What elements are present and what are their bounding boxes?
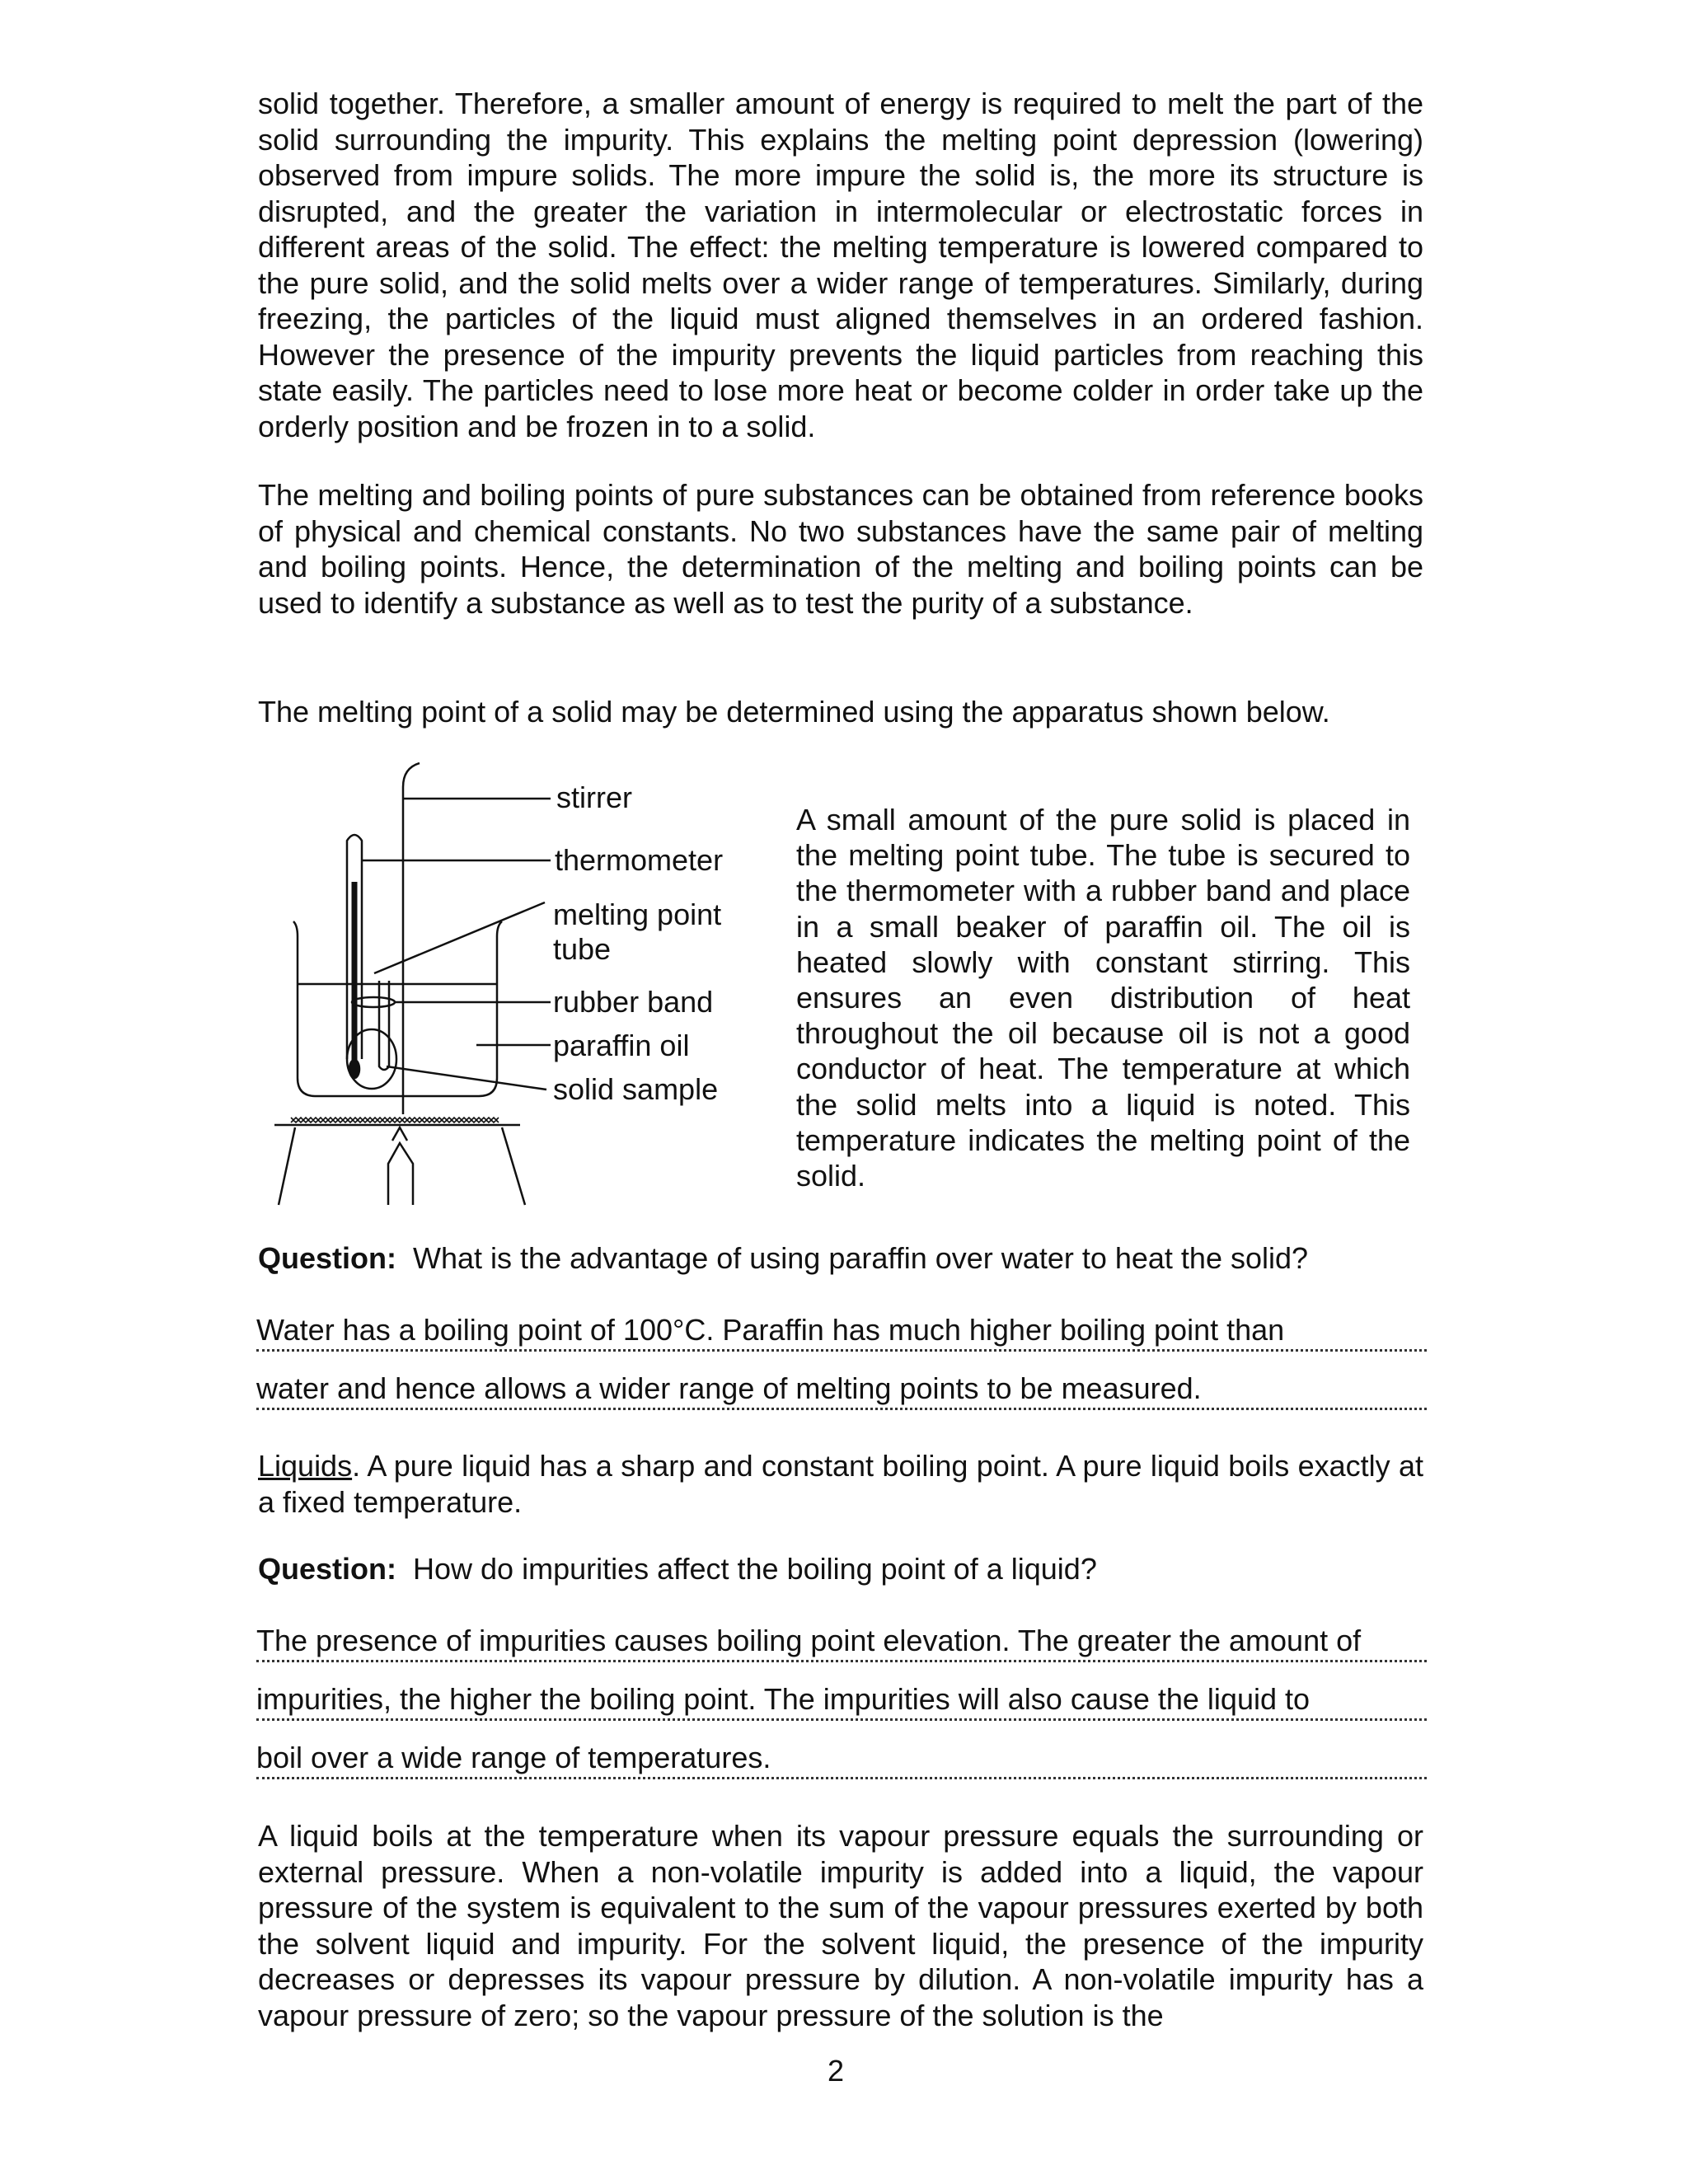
label-solid-sample: solid sample	[553, 1072, 719, 1106]
tripod-leg-right	[502, 1127, 525, 1205]
melting-point-tube-label-line	[374, 902, 545, 973]
burner	[388, 1143, 413, 1205]
answer-2-line-2: impurities, the higher the boiling point. The impurities will also cause the liquid to	[256, 1681, 1427, 1721]
label-thermometer: thermometer	[555, 843, 724, 877]
tripod-leg-left	[279, 1127, 295, 1205]
label-melting-point-tube-line1: melting point	[553, 898, 722, 931]
question-1-label: Question:	[258, 1241, 396, 1275]
paragraph-apparatus-intro: The melting point of a solid may be determined using the apparatus shown below.	[258, 695, 1330, 729]
beaker	[293, 921, 502, 1096]
apparatus-diagram	[258, 750, 769, 1212]
answer-2-line-1: The presence of impurities causes boiling point elevation. The greater the amount of	[256, 1623, 1427, 1662]
answer-1-line-2: water and hence allows a wider range of melting points to be measured.	[256, 1371, 1427, 1410]
label-rubber-band: rubber band	[553, 985, 714, 1019]
question-1	[258, 1240, 1308, 1276]
answer-2-line-3: boil over a wide range of temperatures.	[256, 1740, 1427, 1779]
question-2	[258, 1551, 1097, 1586]
melting-point-tube	[379, 981, 389, 1070]
solid-sample-label-line	[387, 1066, 546, 1090]
label-stirrer: stirrer	[556, 780, 632, 814]
paragraph-reference-books: The melting and boiling points of pure substances can be obtained from reference books of physical and chemical constants. No two substances have the same pair of melting and boiling points. Hence, the determination of the melting and boiling points can be used to identify a substance as well as to test the purity of a substance.	[258, 478, 1423, 620]
label-paraffin-oil: paraffin oil	[553, 1029, 690, 1062]
stirrer-rod	[403, 763, 420, 1114]
liquids-heading: Liquids	[258, 1449, 353, 1483]
paragraph-melting-point-depression: solid together. Therefore, a smaller amount of energy is required to melt the part of the solid surrounding the impurity. This explains the melting point depression (lowering) observed from impure solids. The more impure the solid is, the more its structure is disrupted, and the greater the variation in intermolecular or electrostatic forces in different areas of the solid. The effect: the melting temperature is lowered compared to the pure solid, and the solid melts over a wider range of temperatures. Similarly, during freezing, the particles of the liquid must aligned themselves in an ordered fashion. However the presence of the impurity prevents the liquid particles from reaching this state easily. The particles need to lose more heat or become colder in order take up the orderly position and be frozen in to a solid.	[258, 87, 1423, 443]
paragraph-liquids	[258, 1448, 1423, 1520]
question-1-text: What is the advantage of using paraffin over water to heat the solid?	[413, 1241, 1309, 1275]
question-2-label: Question:	[258, 1552, 396, 1586]
liquids-text: . A pure liquid has a sharp and constant boiling point. A pure liquid boils exactly at a fixed temperature.	[258, 1449, 1423, 1519]
paragraph-vapour-pressure: A liquid boils at the temperature when its vapour pressure equals the surrounding or external pressure. When a non-volatile impurity is added into a liquid, the vapour pressure of the system is equivalent to the sum of the vapour pressures exerted by both the solvent liquid and impurity. For the solvent liquid, the presence of the impurity decreases or depresses its vapour pressure by dilution. A non-volatile impurity has a vapour pressure of zero; so the vapour pressure of the solution is the	[258, 1819, 1423, 2032]
label-melting-point-tube-line2: tube	[553, 932, 612, 966]
question-2-text: How do impurities affect the boiling point of a liquid?	[413, 1552, 1097, 1586]
gauze-mesh	[291, 1118, 499, 1122]
burner-flame	[392, 1127, 407, 1141]
answer-1-line-1: Water has a boiling point of 100°C. Paraffin has much higher boiling point than	[256, 1312, 1427, 1352]
figure-description: A small amount of the pure solid is placed in the melting point tube. The tube is secured to the thermometer with a rubber band and place in a small beaker of paraffin oil. The oil is heated slowly with constant stirring. This ensures an even distribution of heat throughout the oil because oil is not a good conductor of heat. The temperature at which the solid melts into a liquid is noted. This temperature indicates the melting point of the solid.	[796, 803, 1410, 1193]
page-number: 2	[828, 2054, 845, 2088]
melting-point-apparatus-figure	[258, 750, 769, 1212]
